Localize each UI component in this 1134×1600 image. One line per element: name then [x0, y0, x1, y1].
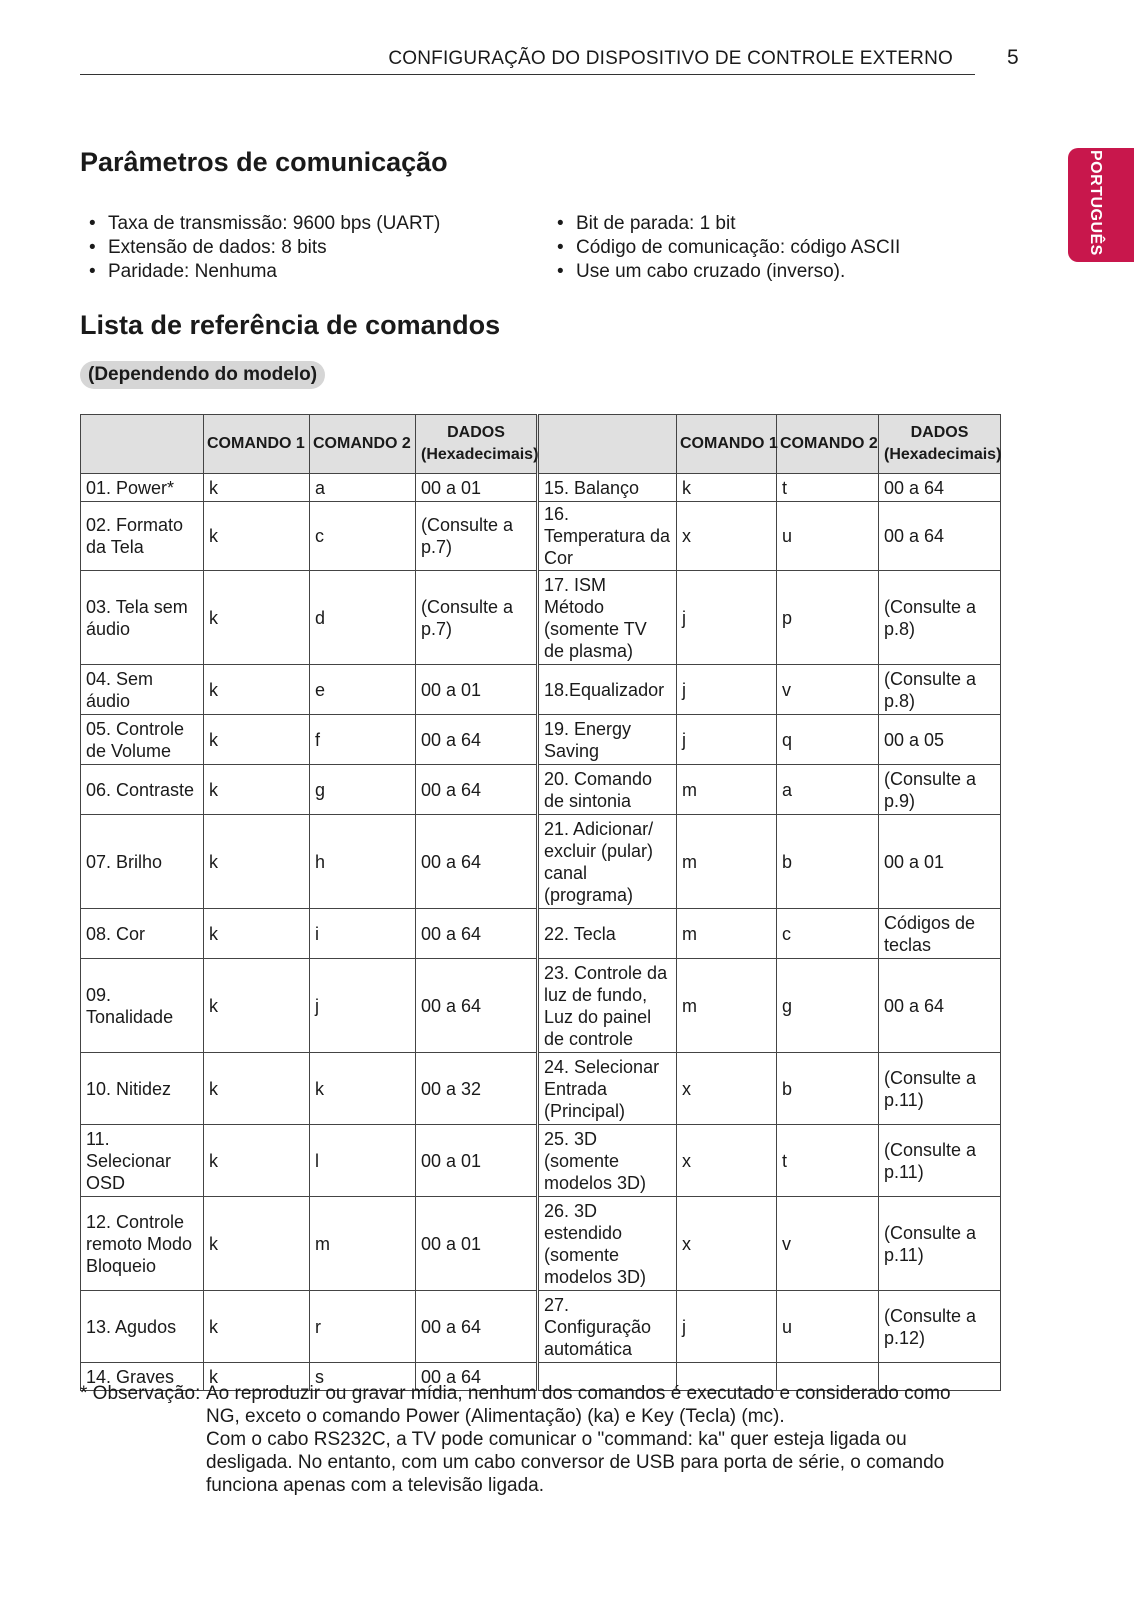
data-value: 00 a 64: [416, 765, 538, 815]
table-body: [81, 474, 1001, 1391]
data-value: 00 a 64: [879, 959, 1001, 1053]
header-blank: [81, 415, 204, 474]
command-name: 05. Controle de Volume: [81, 715, 204, 765]
command-1: k: [204, 815, 310, 909]
table-row: [81, 1053, 1001, 1125]
command-name: 18.Equalizador: [538, 665, 677, 715]
param-item: • Bit de parada: 1 bit: [548, 212, 900, 236]
command-1: k: [204, 959, 310, 1053]
table-row: [81, 1197, 1001, 1291]
command-2: g: [310, 765, 416, 815]
command-name: 15. Balanço: [538, 474, 677, 502]
command-1: m: [677, 765, 777, 815]
command-2: c: [310, 502, 416, 571]
command-1: k: [204, 474, 310, 502]
param-item: • Paridade: Nenhuma: [80, 260, 440, 284]
header-data: [416, 415, 538, 474]
param-item: • Use um cabo cruzado (inverso).: [548, 260, 900, 284]
command-1: j: [677, 665, 777, 715]
command-2: c: [777, 909, 879, 959]
command-1: k: [204, 665, 310, 715]
params-section-title: Parâmetros de comunicação: [80, 147, 448, 177]
command-name: 26. 3D estendido (somente modelos 3D): [538, 1197, 677, 1291]
command-1: k: [204, 1197, 310, 1291]
command-name: 04. Sem áudio: [81, 665, 204, 715]
footnote-body: [206, 1382, 986, 1497]
command-2: k: [310, 1053, 416, 1125]
command-2: u: [777, 1291, 879, 1363]
command-1: x: [677, 1125, 777, 1197]
header-data-line1: DADOS: [447, 424, 505, 441]
command-name: 25. 3D (somente modelos 3D): [538, 1125, 677, 1197]
command-name: 14. Graves: [81, 1363, 204, 1391]
data-value: 00 a 64: [879, 474, 1001, 502]
header-data: [879, 415, 1001, 474]
command-2: i: [310, 909, 416, 959]
command-1: m: [677, 815, 777, 909]
table-row: [81, 765, 1001, 815]
command-name: 08. Cor: [81, 909, 204, 959]
data-value: 00 a 64: [416, 815, 538, 909]
data-value: 00 a 01: [416, 665, 538, 715]
command-2: r: [310, 1291, 416, 1363]
command-2: h: [310, 815, 416, 909]
command-2: t: [777, 1125, 879, 1197]
data-value: (Consulte a p.8): [879, 665, 1001, 715]
command-2: v: [777, 665, 879, 715]
command-name: 12. Controle remoto Modo Bloqueio: [81, 1197, 204, 1291]
command-name: 02. Formato da Tela: [81, 502, 204, 571]
command-name: 10. Nitidez: [81, 1053, 204, 1125]
command-name: 09. Tonalidade: [81, 959, 204, 1053]
table-row: [81, 571, 1001, 665]
command-name: 21. Adicionar/ excluir (pular) canal (programa): [538, 815, 677, 909]
data-value: (Consulte a p.9): [879, 765, 1001, 815]
table-row: [81, 1125, 1001, 1197]
command-2: s: [310, 1363, 416, 1391]
data-value: 00 a 64: [416, 715, 538, 765]
command-1: k: [204, 1363, 310, 1391]
command-2: f: [310, 715, 416, 765]
header-blank: [538, 415, 677, 474]
data-value: 00 a 01: [879, 815, 1001, 909]
command-name: 23. Controle da luz de fundo, Luz do painel de controle: [538, 959, 677, 1053]
header-title: CONFIGURAÇÃO DO DISPOSITIVO DE CONTROLE EXTERNO: [388, 48, 953, 69]
command-1: m: [677, 909, 777, 959]
page-header: [80, 46, 975, 75]
command-1: k: [204, 765, 310, 815]
table-row: [81, 665, 1001, 715]
header-command-2: COMANDO 2: [310, 415, 416, 474]
footnote-label: * Observação:: [80, 1383, 201, 1404]
commands-section-title: Lista de referência de comandos: [80, 310, 501, 340]
table-row: [81, 1291, 1001, 1363]
page-number: 5: [1007, 46, 1019, 69]
command-2: v: [777, 1197, 879, 1291]
data-value: (Consulte a p.12): [879, 1291, 1001, 1363]
header-command-1: COMANDO 1: [204, 415, 310, 474]
command-2: u: [777, 502, 879, 571]
data-value: (Consulte a p.7): [416, 571, 538, 665]
data-value: (Consulte a p.11): [879, 1125, 1001, 1197]
data-value: 00 a 05: [879, 715, 1001, 765]
command-name: 01. Power*: [81, 474, 204, 502]
command-1: k: [204, 502, 310, 571]
header-command-1: COMANDO 1: [677, 415, 777, 474]
param-item: • Extensão de dados: 8 bits: [80, 236, 440, 260]
command-1: k: [677, 474, 777, 502]
command-name: 17. ISM Método (somente TV de plasma): [538, 571, 677, 665]
table-row: [81, 959, 1001, 1053]
command-2: l: [310, 1125, 416, 1197]
command-2: b: [777, 815, 879, 909]
param-item: • Código de comunicação: código ASCII: [548, 236, 900, 260]
command-1: x: [677, 1053, 777, 1125]
command-name: 24. Selecionar Entrada (Principal): [538, 1053, 677, 1125]
command-2: t: [777, 474, 879, 502]
command-name: 19. Energy Saving: [538, 715, 677, 765]
command-1: x: [677, 502, 777, 571]
command-1: j: [677, 1291, 777, 1363]
command-1: k: [204, 1053, 310, 1125]
command-name: 20. Comando de sintonia: [538, 765, 677, 815]
command-reference-table: [80, 414, 1001, 1391]
command-1: j: [677, 715, 777, 765]
data-value: Códigos de teclas: [879, 909, 1001, 959]
command-name: 22. Tecla: [538, 909, 677, 959]
data-value: 00 a 64: [416, 909, 538, 959]
command-1: k: [204, 571, 310, 665]
command-1: k: [204, 1291, 310, 1363]
command-1: x: [677, 1197, 777, 1291]
command-name: 13. Agudos: [81, 1291, 204, 1363]
table-row: [81, 909, 1001, 959]
command-name: 07. Brilho: [81, 815, 204, 909]
command-name: 27. Configuração automática: [538, 1291, 677, 1363]
table-row: [81, 502, 1001, 571]
command-2: g: [777, 959, 879, 1053]
header-command-2: COMANDO 2: [777, 415, 879, 474]
command-2: e: [310, 665, 416, 715]
table-row: [81, 715, 1001, 765]
command-2: d: [310, 571, 416, 665]
footnote-line: Com o cabo RS232C, a TV pode comunicar o "command: ka" quer esteja ligada ou desligada. No entanto, com um cabo conversor de USB para porta de série, o comando funciona apenas com a televisão ligada.: [206, 1429, 945, 1496]
table-header-row: [81, 415, 1001, 474]
footnote-line: Ao reproduzir ou gravar mídia, nenhum dos comandos é executado e considerado como NG, exceto o comando Power (Alimentação) (ka) e Key (Tecla) (mc).: [206, 1383, 951, 1427]
data-value: 00 a 64: [416, 1291, 538, 1363]
header-data-line2: (Hexadecimais): [421, 446, 539, 463]
command-name: 03. Tela sem áudio: [81, 571, 204, 665]
command-2: a: [777, 765, 879, 815]
command-2: b: [777, 1053, 879, 1125]
data-value: 00 a 01: [416, 1125, 538, 1197]
command-2: p: [777, 571, 879, 665]
table-row: [81, 474, 1001, 502]
command-name: 06. Contraste: [81, 765, 204, 815]
header-data-line2: (Hexadecimais): [884, 446, 1002, 463]
command-1: j: [677, 571, 777, 665]
command-name: 16. Temperatura da Cor: [538, 502, 677, 571]
params-list-left: [80, 212, 440, 284]
table-row: [81, 815, 1001, 909]
data-value: (Consulte a p.11): [879, 1053, 1001, 1125]
command-name: 11. Selecionar OSD: [81, 1125, 204, 1197]
command-2: m: [310, 1197, 416, 1291]
language-tab-label: PORTUGUÊS: [1087, 150, 1104, 256]
command-2: q: [777, 715, 879, 765]
command-2: a: [310, 474, 416, 502]
model-note-badge: (Dependendo do modelo): [80, 361, 325, 389]
data-value: 00 a 64: [416, 959, 538, 1053]
command-1: k: [204, 715, 310, 765]
data-value: (Consulte a p.7): [416, 502, 538, 571]
params-list-right: [548, 212, 900, 284]
param-item: • Taxa de transmissão: 9600 bps (UART): [80, 212, 440, 236]
data-value: 00 a 64: [879, 502, 1001, 571]
data-value: 00 a 64: [416, 1363, 538, 1391]
header-data-line1: DADOS: [910, 424, 969, 441]
command-2: j: [310, 959, 416, 1053]
data-value: (Consulte a p.11): [879, 1197, 1001, 1291]
command-1: k: [204, 1125, 310, 1197]
data-value: 00 a 01: [416, 1197, 538, 1291]
data-value: 00 a 01: [416, 474, 538, 502]
data-value: 00 a 32: [416, 1053, 538, 1125]
command-1: k: [204, 909, 310, 959]
command-1: m: [677, 959, 777, 1053]
data-value: (Consulte a p.8): [879, 571, 1001, 665]
